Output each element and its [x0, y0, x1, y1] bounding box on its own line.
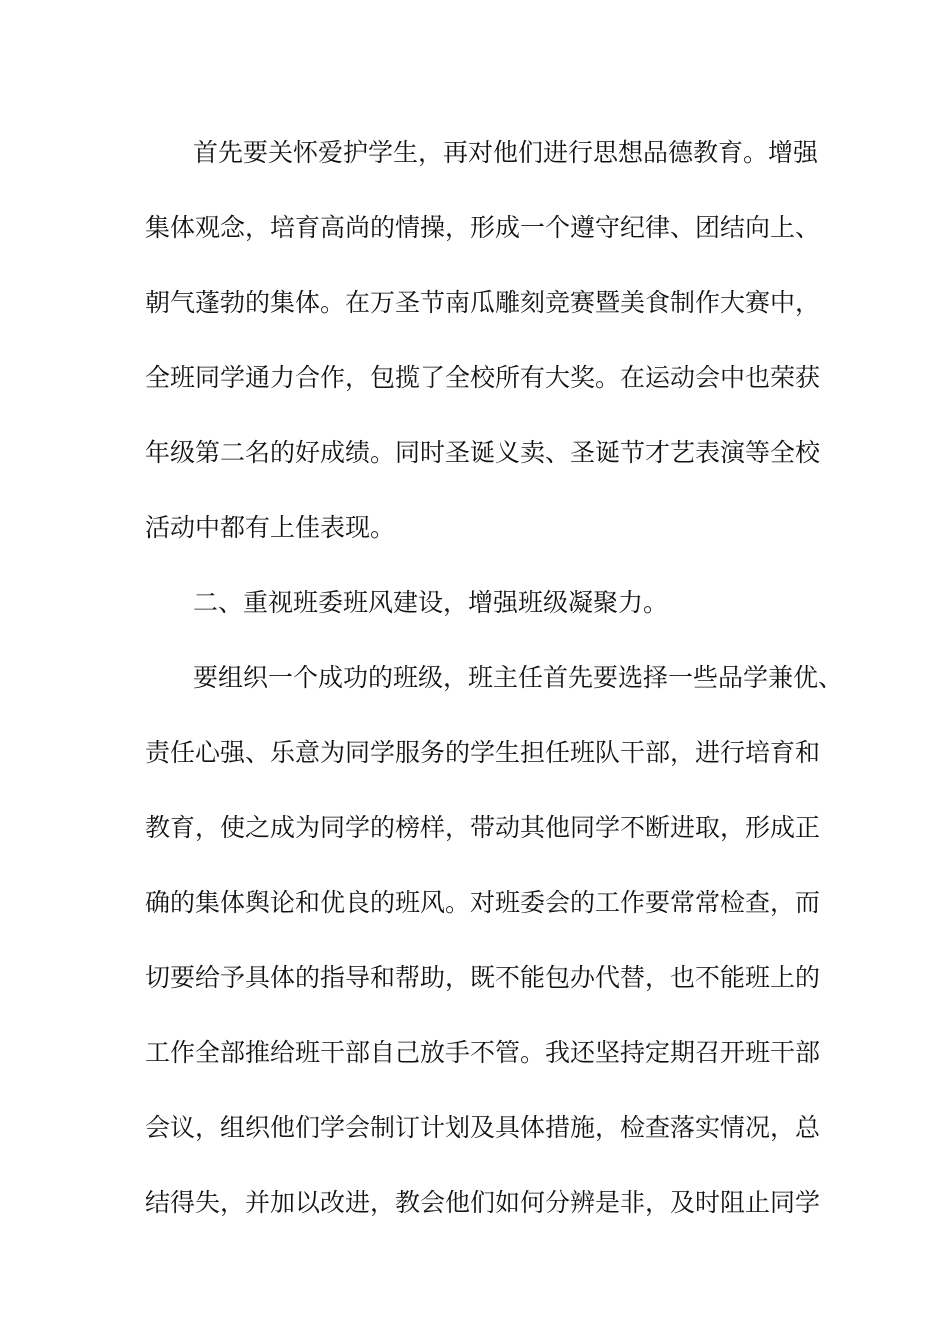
paragraph-line: 会议，组织他们学会制订计划及具体措施，检查落实情况，总: [145, 1113, 821, 1142]
paragraph-line: 责任心强、乐意为同学服务的学生担任班队干部，进行培育和: [145, 738, 821, 767]
document-body: [145, 128, 844, 1253]
paragraph-line: 年级第二名的好成绩。同时圣诞义卖、圣诞节才艺表演等全校: [145, 438, 821, 467]
section-heading: 二、重视班委班风建设，增强班级凝聚力。: [193, 588, 669, 617]
paragraph-line: 集体观念，培育高尚的情操，形成一个遵守纪律、团结向上、: [145, 213, 821, 242]
paragraph-line: 切要给予具体的指导和帮助，既不能包办代替，也不能班上的: [145, 963, 821, 992]
paragraph-line: 朝气蓬勃的集体。在万圣节南瓜雕刻竞赛暨美食制作大赛中，: [145, 288, 821, 317]
paragraph-line: 确的集体舆论和优良的班风。对班委会的工作要常常检查，而: [145, 888, 821, 917]
paragraph-line: 结得失，并加以改进，教会他们如何分辨是非，及时阻止同学: [145, 1188, 821, 1217]
paragraph-line: 全班同学通力合作，包揽了全校所有大奖。在运动会中也荣获: [145, 363, 821, 392]
paragraph-line: 要组织一个成功的班级，班主任首先要选择一些品学兼优、: [193, 663, 844, 692]
paragraph-line: 工作全部推给班干部自己放手不管。我还坚持定期召开班干部: [145, 1038, 821, 1067]
paragraph-line: 首先要关怀爱护学生，再对他们进行思想品德教育。增强: [193, 138, 819, 167]
paragraph-line: 活动中都有上佳表现。: [145, 513, 396, 542]
paragraph-line: 教育，使之成为同学的榜样，带动其他同学不断进取，形成正: [145, 813, 821, 842]
